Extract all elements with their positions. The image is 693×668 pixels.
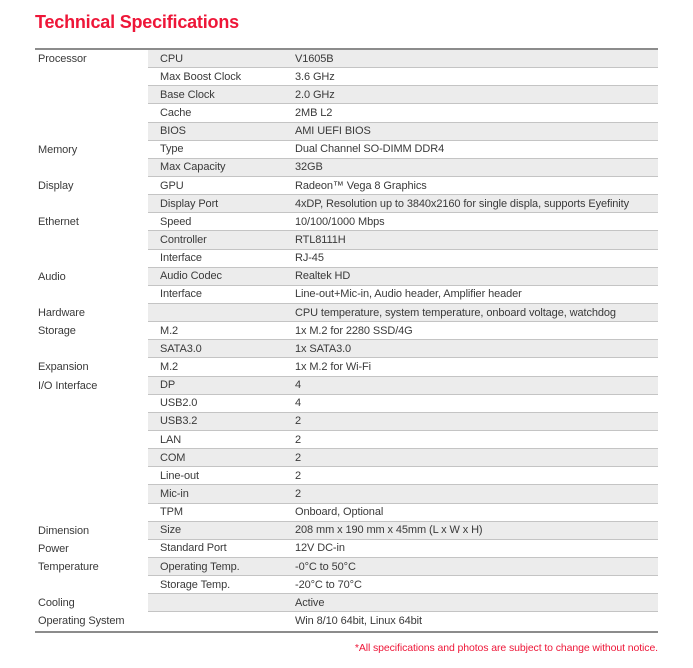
table-row (35, 195, 658, 213)
spec-value: 2 (295, 415, 302, 428)
row-cells (148, 449, 658, 467)
category-label: Expansion (35, 358, 148, 376)
category-label: Cooling (35, 594, 148, 612)
category-spacer (35, 467, 148, 485)
row-cells (148, 50, 658, 68)
spec-value: 2.0 GHz (295, 88, 335, 101)
row-cells (148, 467, 658, 485)
spec-value: Line-out+Mic-in, Audio header, Amplifier header (295, 288, 522, 301)
spec-name: GPU (160, 179, 184, 192)
spec-name: Standard Port (160, 542, 227, 555)
row-cells (148, 159, 658, 177)
spec-name (148, 612, 295, 630)
category-spacer (35, 576, 148, 594)
spec-value: AMI UEFI BIOS (295, 125, 371, 138)
category-spacer (35, 340, 148, 358)
table-row (35, 322, 658, 340)
row-cells (148, 340, 658, 358)
spec-name: Display Port (160, 197, 219, 210)
spec-name: Speed (160, 215, 192, 228)
row-cells (148, 413, 658, 431)
category-spacer (35, 286, 148, 304)
spec-name: LAN (160, 433, 182, 446)
spec-value: 3.6 GHz (295, 70, 335, 83)
spec-name: Base Clock (160, 88, 215, 101)
category-spacer (35, 123, 148, 141)
row-cells (148, 213, 658, 231)
category-label: Temperature (35, 558, 148, 576)
category-label: Power (35, 540, 148, 558)
category-spacer (35, 231, 148, 249)
spec-name: Audio Codec (160, 270, 222, 283)
spec-value: -0°C to 50°C (295, 560, 356, 573)
table-row (35, 467, 658, 485)
category-label: Dimension (35, 522, 148, 540)
row-cells (148, 558, 658, 576)
spec-value: 2 (295, 469, 302, 482)
table-row (35, 594, 658, 612)
spec-name: BIOS (160, 125, 186, 138)
spec-value: CPU temperature, system temperature, onboard voltage, watchdog (295, 306, 616, 319)
table-row (35, 558, 658, 576)
category-label: Memory (35, 141, 148, 159)
table-row (35, 159, 658, 177)
row-cells (148, 123, 658, 141)
row-cells (148, 576, 658, 594)
row-cells (148, 431, 658, 449)
spec-value: 12V DC-in (295, 542, 345, 555)
row-cells (148, 177, 658, 195)
category-label: Audio (35, 268, 148, 286)
table-row (35, 304, 658, 322)
table-row (35, 123, 658, 141)
row-cells (148, 268, 658, 286)
spec-name: TPM (160, 506, 183, 519)
disclaimer-footnote: *All specifications and photos are subject to change without notice. (354, 641, 658, 654)
spec-name: Mic-in (160, 487, 189, 500)
row-cells (148, 322, 658, 340)
spec-name: Size (160, 524, 181, 537)
category-label: I/O Interface (35, 377, 148, 395)
spec-value: 208 mm x 190 mm x 45mm (L x W x H) (295, 524, 483, 537)
table-row (35, 504, 658, 522)
spec-value: -20°C to 70°C (295, 578, 362, 591)
table-row (35, 485, 658, 503)
row-cells (148, 304, 658, 322)
category-label: Storage (35, 322, 148, 340)
spec-name: COM (160, 451, 186, 464)
spec-value: Onboard, Optional (295, 506, 384, 519)
spec-value: 1x SATA3.0 (295, 342, 352, 355)
row-cells (148, 522, 658, 540)
category-label: Processor (35, 50, 148, 68)
row-cells (148, 231, 658, 249)
table-row (35, 612, 658, 630)
spec-value: 4 (295, 379, 302, 392)
table-row (35, 358, 658, 376)
spec-name: DP (160, 379, 176, 392)
row-cells (148, 377, 658, 395)
spec-name: USB2.0 (160, 397, 198, 410)
row-cells (148, 504, 658, 522)
spec-value: 32GB (295, 161, 323, 174)
category-spacer (35, 431, 148, 449)
spec-value: 1x M.2 for Wi-Fi (295, 360, 372, 373)
spec-name: M.2 (160, 360, 179, 373)
spec-value: Realtek HD (295, 270, 351, 283)
row-cells (148, 68, 658, 86)
spec-value: RJ-45 (295, 252, 324, 265)
spec-value: 4xDP, Resolution up to 3840x2160 for single displa, supports Eyefinity (295, 197, 630, 210)
page-title: Technical Specifications (35, 12, 239, 32)
table-row (35, 86, 658, 104)
spec-value: 4 (295, 397, 302, 410)
spec-value: 2 (295, 451, 302, 464)
spec-name: Max Boost Clock (160, 70, 242, 83)
spec-table (35, 48, 658, 633)
table-row (35, 141, 658, 159)
table-row (35, 395, 658, 413)
spec-name: Type (160, 143, 184, 156)
row-cells (148, 141, 658, 159)
table-row (35, 177, 658, 195)
spec-name: Max Capacity (160, 161, 226, 174)
row-cells (148, 195, 658, 213)
table-row (35, 250, 658, 268)
table-row (35, 576, 658, 594)
spec-value: Active (295, 596, 325, 609)
category-spacer (35, 449, 148, 467)
category-spacer (35, 250, 148, 268)
spec-value: 2MB L2 (295, 106, 333, 119)
spec-name: Interface (160, 252, 202, 265)
row-cells (148, 104, 658, 122)
spec-value: Radeon™ Vega 8 Graphics (295, 179, 427, 192)
row-cells (148, 540, 658, 558)
row-cells (148, 286, 658, 304)
spec-name: Storage Temp. (160, 578, 231, 591)
category-label: Ethernet (35, 213, 148, 231)
spec-value: RTL8111H (295, 233, 346, 246)
row-cells (148, 612, 658, 630)
table-row (35, 431, 658, 449)
row-cells (148, 594, 658, 612)
table-row (35, 268, 658, 286)
category-spacer (35, 195, 148, 213)
spec-name: Controller (160, 233, 207, 246)
category-spacer (35, 68, 148, 86)
row-cells (148, 358, 658, 376)
category-spacer (35, 413, 148, 431)
category-spacer (35, 86, 148, 104)
spec-name: SATA3.0 (160, 342, 202, 355)
spec-name: Interface (160, 288, 202, 301)
spec-name (148, 304, 295, 321)
row-cells (148, 86, 658, 104)
table-row (35, 231, 658, 249)
spec-name: Line-out (160, 469, 199, 482)
category-spacer (35, 485, 148, 503)
category-spacer (35, 395, 148, 413)
spec-value: V1605B (295, 52, 334, 65)
row-cells (148, 395, 658, 413)
row-cells (148, 250, 658, 268)
category-label: Display (35, 177, 148, 195)
table-row (35, 340, 658, 358)
table-row (35, 377, 658, 395)
spec-name: Cache (160, 106, 192, 119)
spec-name: USB3.2 (160, 415, 198, 428)
spec-value: 2 (295, 433, 302, 446)
table-row (35, 286, 658, 304)
table-row (35, 449, 658, 467)
table-row (35, 104, 658, 122)
spec-value: Win 8/10 64bit, Linux 64bit (295, 615, 422, 628)
spec-value: 10/100/1000 Mbps (295, 215, 385, 228)
spec-name: Operating Temp. (160, 560, 240, 573)
spec-value: 2 (295, 487, 302, 500)
table-row (35, 413, 658, 431)
table-row (35, 213, 658, 231)
category-label: Hardware (35, 304, 148, 322)
table-row (35, 50, 658, 68)
table-row (35, 540, 658, 558)
spec-name: M.2 (160, 324, 179, 337)
spec-value: Dual Channel SO-DIMM DDR4 (295, 143, 445, 156)
row-cells (148, 485, 658, 503)
spec-value: 1x M.2 for 2280 SSD/4G (295, 324, 413, 337)
spec-name (148, 594, 295, 611)
category-label: Operating System (35, 612, 148, 630)
category-spacer (35, 104, 148, 122)
table-row (35, 68, 658, 86)
table-row (35, 522, 658, 540)
spec-name: CPU (160, 52, 183, 65)
category-spacer (35, 159, 148, 177)
category-spacer (35, 504, 148, 522)
